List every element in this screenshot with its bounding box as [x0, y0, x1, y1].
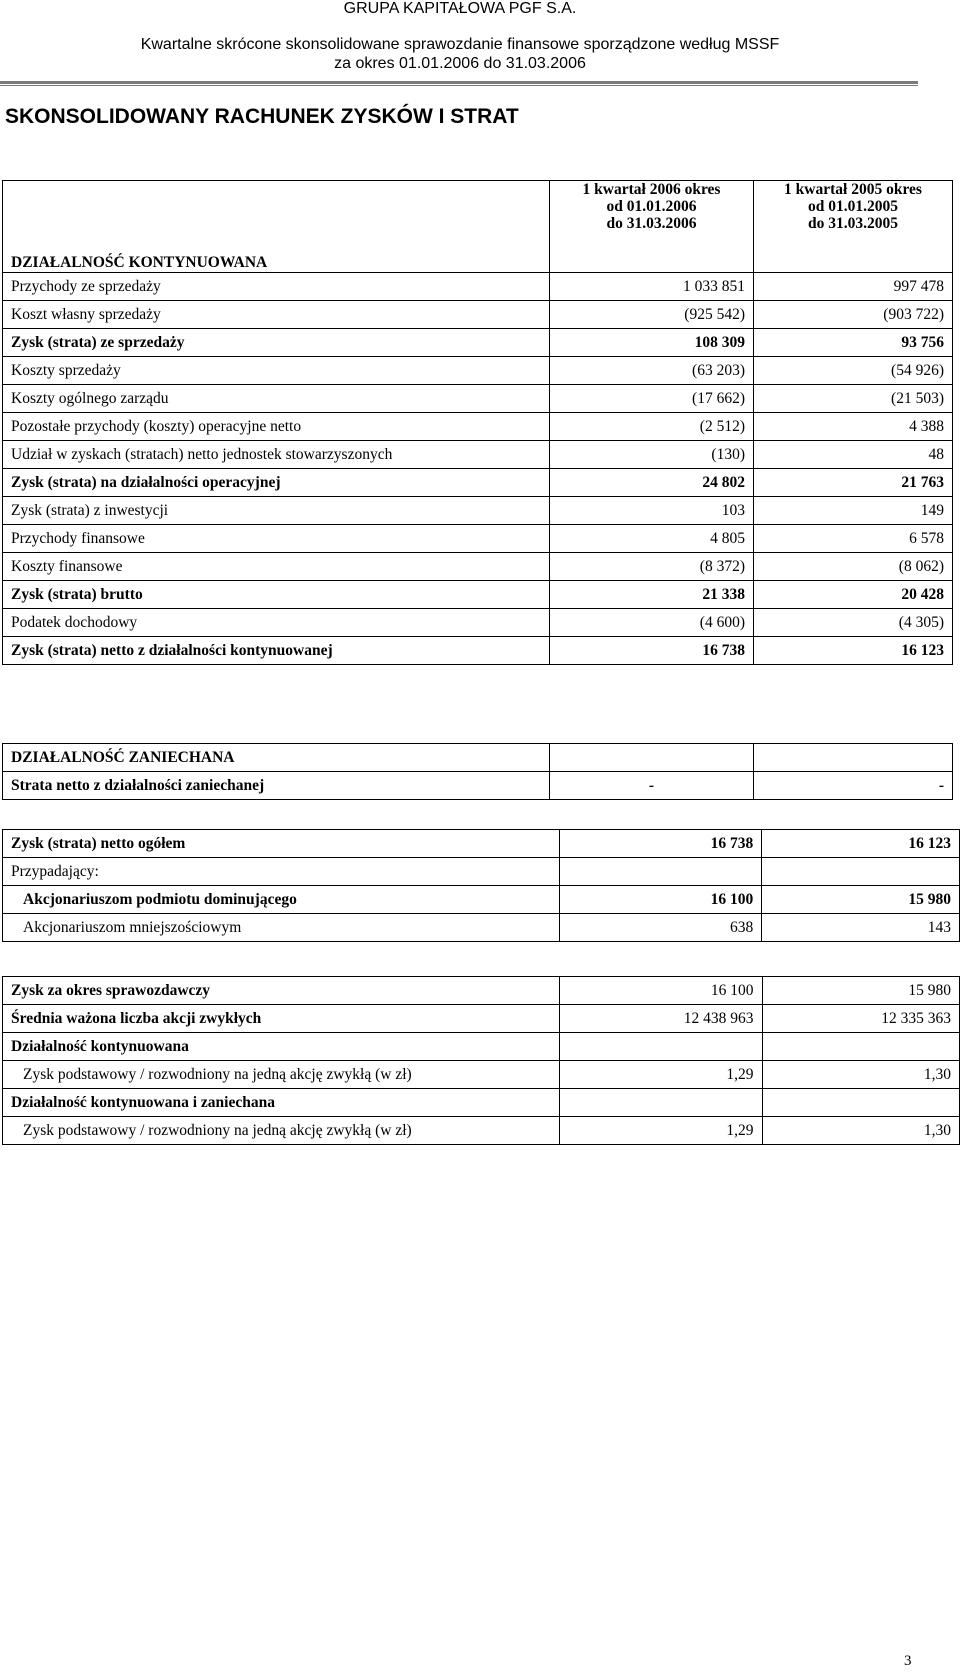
table-row	[3, 1089, 960, 1117]
header-rule	[0, 81, 918, 84]
value-2006: 108 309	[550, 329, 754, 357]
value-2006: 638	[559, 914, 762, 942]
table-row	[3, 497, 953, 525]
table-row	[3, 385, 953, 413]
table-row	[3, 772, 953, 800]
value-2006	[560, 1089, 762, 1117]
row-label: Zysk (strata) z inwestycji	[3, 497, 550, 525]
row-label: Podatek dochodowy	[3, 609, 550, 637]
column-header-2005-line: 1 kwartał 2005 okres	[784, 181, 922, 198]
row-label: Przypadający:	[3, 858, 560, 886]
value-2006: 16 100	[560, 977, 762, 1005]
table-row	[3, 637, 953, 665]
table-row	[3, 609, 953, 637]
value-2006: (8 372)	[550, 553, 754, 581]
table-row	[3, 1005, 960, 1033]
value-2005: 21 763	[754, 469, 953, 497]
value-2006	[560, 1033, 762, 1061]
value-2005: 143	[762, 914, 960, 942]
value-2005: (54 926)	[754, 357, 953, 385]
table-row	[3, 357, 953, 385]
row-label: Działalność kontynuowana i zaniechana	[3, 1089, 560, 1117]
value-2006: (63 203)	[550, 357, 754, 385]
row-label: Zysk za okres sprawozdawczy	[3, 977, 560, 1005]
value-2006: (925 542)	[550, 301, 754, 329]
earnings-per-share-table	[2, 976, 960, 1145]
value-2006: 16 100	[559, 886, 762, 914]
column-header-2006-line: 1 kwartał 2006 okres	[582, 181, 721, 198]
page-number: 3	[904, 1653, 912, 1669]
value-2005	[762, 858, 960, 886]
net-result-table	[2, 829, 960, 942]
table-row	[3, 413, 953, 441]
value-2006: 1,29	[560, 1061, 762, 1089]
value-2005: 12 335 363	[762, 1005, 960, 1033]
value-2006	[550, 744, 754, 772]
table-row	[3, 886, 960, 914]
value-2005: 6 578	[754, 525, 953, 553]
row-label: Pozostałe przychody (koszty) operacyjne netto	[3, 413, 550, 441]
row-label: Przychody finansowe	[3, 525, 550, 553]
value-2005	[762, 1033, 960, 1061]
table-row	[3, 830, 960, 858]
value-2006: (2 512)	[550, 413, 754, 441]
value-2005: 16 123	[754, 637, 953, 665]
report-title: Kwartalne skrócone skonsolidowane sprawozdanie finansowe sporządzone według MSSF	[140, 36, 780, 53]
value-2006: 103	[550, 497, 754, 525]
table-row	[3, 914, 960, 942]
row-label: Zysk podstawowy / rozwodniony na jedną akcję zwykłą (w zł)	[3, 1061, 560, 1089]
row-label: Zysk (strata) netto ogółem	[3, 830, 560, 858]
table-row	[3, 858, 960, 886]
value-2006: 16 738	[559, 830, 762, 858]
value-2005: 997 478	[754, 273, 953, 301]
row-label: Udział w zyskach (stratach) netto jednostek stowarzyszonych	[3, 441, 550, 469]
header-rule-thin	[0, 85, 918, 86]
row-label: Zysk (strata) ze sprzedaży	[3, 329, 550, 357]
value-2006: 21 338	[550, 581, 754, 609]
value-2006: (17 662)	[550, 385, 754, 413]
table-row	[3, 553, 953, 581]
report-period: za okres 01.01.2006 do 31.03.2006	[334, 55, 586, 72]
discontinued-operations-table	[2, 743, 953, 800]
company-name: GRUPA KAPITAŁOWA PGF S.A.	[343, 0, 577, 17]
value-2005: 1,30	[762, 1117, 960, 1145]
table-row	[3, 1117, 960, 1145]
value-2005: 149	[754, 497, 953, 525]
row-label: Akcjonariuszom mniejszościowym	[3, 914, 560, 942]
row-label: Zysk (strata) brutto	[3, 581, 550, 609]
column-header-2005-line: do 31.03.2005	[808, 215, 898, 232]
value-2005: (903 722)	[754, 301, 953, 329]
row-label: Zysk podstawowy / rozwodniony na jedną akcję zwykłą (w zł)	[3, 1117, 560, 1145]
table-row	[3, 581, 953, 609]
value-2006: (4 600)	[550, 609, 754, 637]
row-label: Średnia ważona liczba akcji zwykłych	[3, 1005, 560, 1033]
column-header-2006-line: do 31.03.2006	[606, 215, 697, 232]
value-2006: 16 738	[550, 637, 754, 665]
value-2006	[559, 858, 762, 886]
value-2005: 20 428	[754, 581, 953, 609]
value-2005: 48	[754, 441, 953, 469]
value-2005: 1,30	[762, 1061, 960, 1089]
value-2006: 1,29	[560, 1117, 762, 1145]
table-row	[3, 1033, 960, 1061]
row-label: Akcjonariuszom podmiotu dominującego	[3, 886, 560, 914]
column-header-2006-line: od 01.01.2006	[606, 198, 697, 215]
row-label: Koszty finansowe	[3, 553, 550, 581]
continuing-operations-table	[2, 180, 953, 665]
row-label: Koszty ogólnego zarządu	[3, 385, 550, 413]
table-row	[3, 977, 960, 1005]
table-row	[3, 273, 953, 301]
value-2006: (130)	[550, 441, 754, 469]
table-row	[3, 441, 953, 469]
value-2005: 93 756	[754, 329, 953, 357]
value-2005: (4 305)	[754, 609, 953, 637]
row-label: Koszty sprzedaży	[3, 357, 550, 385]
value-2006: 1 033 851	[550, 273, 754, 301]
section-heading-continuing: DZIAŁALNOŚĆ KONTYNUOWANA	[3, 181, 550, 273]
value-2005: 15 980	[762, 977, 960, 1005]
value-2005	[754, 744, 953, 772]
value-2006: 24 802	[550, 469, 754, 497]
value-2005: 16 123	[762, 830, 960, 858]
table-row	[3, 469, 953, 497]
row-label: Koszt własny sprzedaży	[3, 301, 550, 329]
table-row	[3, 329, 953, 357]
table-row	[3, 301, 953, 329]
table-row	[3, 1061, 960, 1089]
column-header-row	[3, 181, 953, 273]
value-2005: (8 062)	[754, 553, 953, 581]
column-header-2005-line: od 01.01.2005	[808, 198, 898, 215]
table-row	[3, 525, 953, 553]
row-label: Zysk (strata) na działalności operacyjnej	[3, 469, 550, 497]
value-2006: -	[550, 772, 754, 800]
value-2006: 4 805	[550, 525, 754, 553]
column-header-2005	[754, 181, 953, 273]
value-2005: 4 388	[754, 413, 953, 441]
value-2005: -	[754, 772, 953, 800]
section-heading-discontinued: DZIAŁALNOŚĆ ZANIECHANA	[3, 744, 550, 772]
row-label: Strata netto z działalności zaniechanej	[3, 772, 550, 800]
value-2005: (21 503)	[754, 385, 953, 413]
value-2005	[762, 1089, 960, 1117]
page-title: SKONSOLIDOWANY RACHUNEK ZYSKÓW I STRAT	[5, 105, 519, 128]
row-label: Przychody ze sprzedaży	[3, 273, 550, 301]
table-row	[3, 744, 953, 772]
value-2006: 12 438 963	[560, 1005, 762, 1033]
row-label: Zysk (strata) netto z działalności kontynuowanej	[3, 637, 550, 665]
row-label: Działalność kontynuowana	[3, 1033, 560, 1061]
column-header-2006	[550, 181, 754, 273]
value-2005: 15 980	[762, 886, 960, 914]
